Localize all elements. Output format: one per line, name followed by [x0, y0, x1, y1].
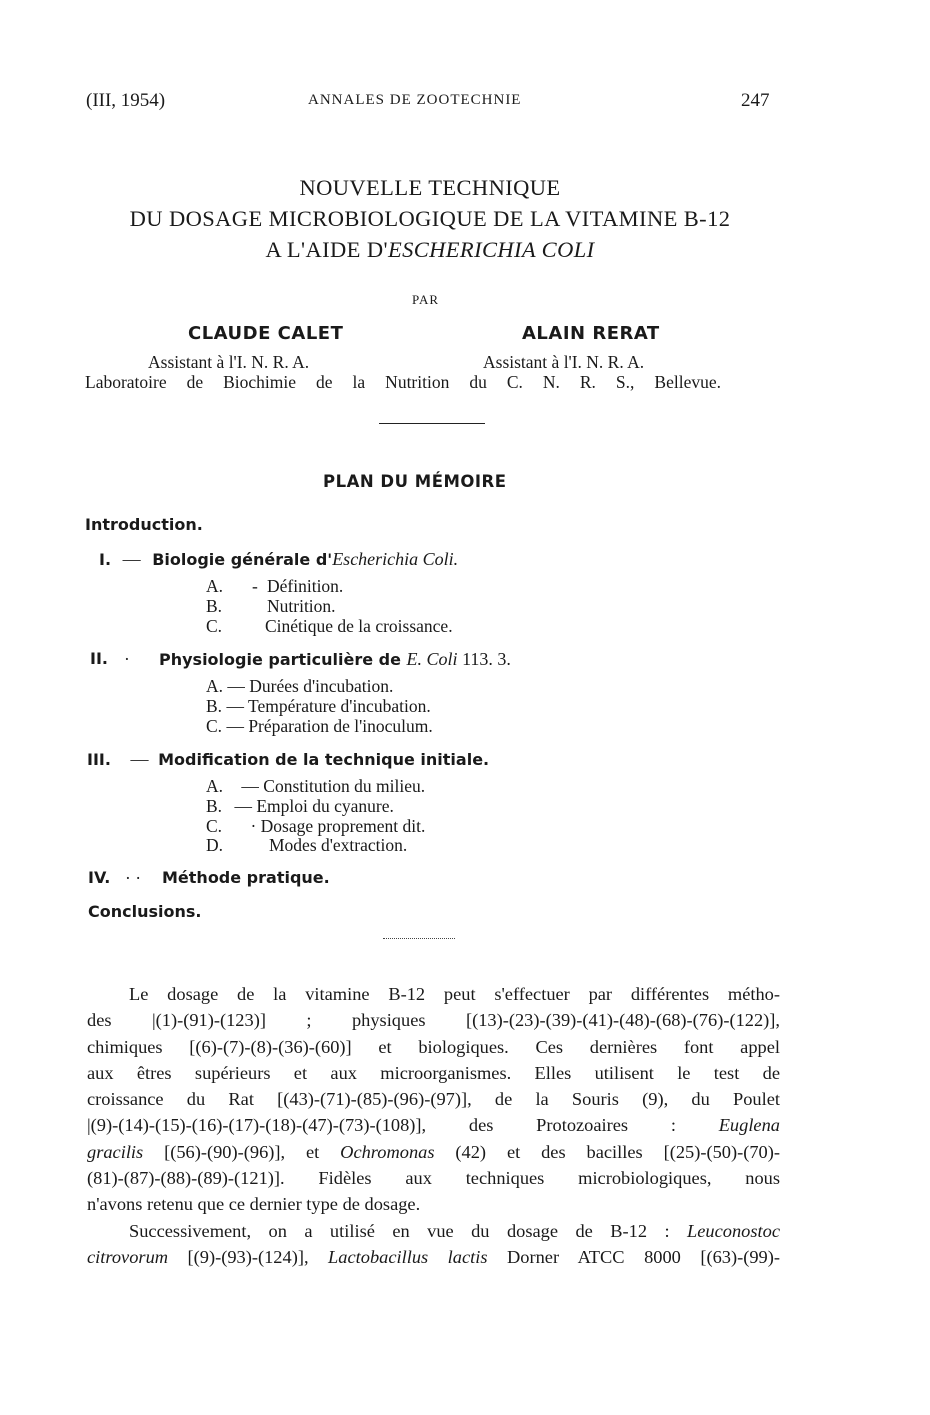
section-1-item-c-text: Cinétique de la croissance.	[265, 616, 453, 636]
section-2-dash: ·	[124, 649, 130, 669]
title-line-3-italic: ESCHERICHIA COLI	[387, 237, 595, 262]
section-3-item-c	[206, 816, 425, 837]
section-3-item-a-letter: A.	[206, 776, 224, 796]
section-3-item-b	[206, 796, 394, 817]
section-2-item-b-text: Température d'incubation.	[248, 696, 431, 716]
p1-line-6	[87, 1112, 780, 1138]
p2-line-2	[87, 1244, 780, 1270]
p2-lactobacillus: Lactobacillus lactis	[328, 1247, 488, 1268]
affiliation: Laboratoire de Biochimie de la Nutrition du C. N. R. S., Bellevue.	[85, 372, 721, 392]
header-volume-year: (III, 1954)	[86, 90, 166, 111]
section-2-item-b-letter: B.	[206, 696, 223, 716]
p1-line-3: chimiques [(6)-(7)-(8)-(36)-(60)] et biologiques. Ces dernières font appel	[87, 1036, 780, 1057]
section-2-item-c-letter: C.	[206, 716, 223, 736]
section-3-item-b-text: Emploi du cyanure.	[256, 796, 394, 816]
p1-line-5: croissance du Rat [(43)-(71)-(85)-(96)-(97)], de la Souris (9), du Poulet	[87, 1089, 780, 1110]
p1-line-8: (81)-(87)-(88)-(89)-(121)]. Fidèles aux techniques microbiologiques, nous	[87, 1168, 780, 1189]
section-1-item-a-text: Définition.	[267, 576, 344, 596]
section-1-title: Biologie générale d'	[152, 550, 333, 569]
section-3-item-a	[206, 776, 425, 797]
section-1-numeral: I.	[99, 550, 112, 569]
p1-line-9: n'avons retenu que ce dernier type de dosage.	[87, 1194, 421, 1215]
section-2-title-italic: E. Coli	[406, 649, 458, 669]
title-line-1: NOUVELLE TECHNIQUE	[299, 175, 561, 200]
body-paragraph-2	[87, 1218, 780, 1271]
section-2-item-c-dash: —	[226, 716, 244, 736]
plan-section-2	[90, 649, 108, 668]
p2-line-2-b: Dorner ATCC 8000 [(63)-(99)-	[487, 1247, 780, 1268]
p1-line-4: aux êtres supérieurs et aux microorganismes. Elles utilisent le test de	[87, 1062, 780, 1083]
section-3-item-b-letter: B.	[206, 796, 223, 816]
by-label: PAR	[412, 292, 440, 307]
section-1-item-b-letter: B.	[206, 596, 223, 616]
author-role-2: Assistant à l'I. N. R. A.	[483, 352, 645, 372]
p2-line-1-text: Successivement, on a utilisé en vue du dosage de B-12 :	[129, 1221, 670, 1241]
section-1-item-b-text: Nutrition.	[267, 596, 336, 616]
section-1-title-italic: Escherichia Coli.	[332, 549, 459, 569]
header-journal-name: ANNALES DE ZOOTECHNIE	[308, 92, 522, 108]
author-name-2: ALAIN RERAT	[522, 323, 660, 344]
p1-line-7	[87, 1139, 780, 1165]
p2-line-2-a: [(9)-(93)-(124)],	[168, 1247, 329, 1268]
section-1-item-a-dash: -	[252, 576, 258, 596]
plan-conclusions: Conclusions.	[88, 902, 202, 921]
section-2-item-a-dash: —	[227, 676, 245, 696]
section-4-dash: · ·	[125, 868, 142, 888]
section-3-item-a-text: Constitution du milieu.	[263, 776, 426, 796]
plan-section-1	[99, 549, 458, 570]
p1-line-7-a: [(56)-(90)-(96)], et	[143, 1141, 341, 1162]
p1-line-2: des |(1)-(91)-(123)] ; physiques [(13)-(23)-(39)-(41)-(48)-(68)-(76)-(122)],	[87, 1010, 780, 1031]
section-2-title: Physiologie particulière de	[159, 650, 407, 669]
plan-section-3	[87, 749, 489, 770]
section-1-dash: —	[122, 549, 141, 569]
section-3-item-d-text: Modes d'extraction.	[269, 835, 408, 855]
section-1-item-a-letter: A.	[206, 576, 224, 596]
p2-leuconostoc: Leuconostoc	[687, 1221, 780, 1241]
plan-introduction: Introduction.	[85, 515, 203, 534]
author-role-1: Assistant à l'I. N. R. A.	[148, 352, 310, 372]
title-line-3-prefix: A L'AIDE D'	[265, 237, 388, 262]
section-2-item-b	[206, 696, 431, 717]
section-2-item-b-dash: —	[226, 696, 244, 716]
section-2-item-c	[206, 716, 433, 737]
plan-heading: PLAN DU MÉMOIRE	[323, 472, 507, 491]
section-3-numeral: III.	[87, 750, 111, 769]
title-line-2: DU DOSAGE MICROBIOLOGIQUE DE LA VITAMINE B-12	[129, 206, 731, 231]
section-3-dash: —	[130, 749, 149, 769]
separator-rule-1	[379, 423, 485, 424]
header-page-number: 247	[741, 90, 770, 111]
section-4-numeral: IV.	[88, 868, 111, 887]
section-2-numeral: II.	[90, 649, 108, 668]
p1-ochromonas: Ochromonas	[340, 1141, 435, 1162]
section-3-item-c-letter: C.	[206, 816, 223, 836]
section-2-title-wrap	[159, 649, 511, 670]
section-3-item-a-dash: —	[241, 776, 259, 796]
section-2-item-c-text: Préparation de l'inoculum.	[248, 716, 433, 736]
title-line-3	[0, 237, 860, 263]
separator-rule-2	[383, 938, 455, 939]
p1-line-1: Le dosage de la vitamine B-12 peut s'effectuer par différentes métho-	[129, 984, 780, 1004]
section-2-item-a-letter: A.	[206, 676, 224, 696]
p1-line-7-b: (42) et des bacilles [(25)-(50)-(70)-	[434, 1141, 780, 1162]
section-3-item-c-dash: ·	[250, 816, 257, 836]
section-1-item-c-letter: C.	[206, 616, 223, 636]
p2-citrovorum: citrovorum	[87, 1247, 169, 1268]
section-2-item-a-text: Durées d'incubation.	[249, 676, 394, 696]
author-name-1: CLAUDE CALET	[188, 323, 344, 344]
p2-line-1	[87, 1218, 780, 1244]
section-3-item-b-dash: —	[234, 796, 252, 816]
section-2-title-suffix: 113. 3.	[457, 649, 511, 669]
p1-euglena: Euglena	[718, 1115, 780, 1136]
body-paragraph-1	[87, 981, 780, 1218]
section-3-item-d-letter: D.	[206, 835, 224, 855]
p1-line-6-text: |(9)-(14)-(15)-(16)-(17)-(18)-(47)-(73)-(108)], des Protozoaires :	[87, 1115, 676, 1136]
p1-gracilis: gracilis	[87, 1141, 144, 1162]
section-4-title: Méthode pratique.	[162, 868, 330, 887]
section-2-item-a	[206, 676, 393, 697]
section-3-title: Modification de la technique initiale.	[158, 750, 490, 769]
section-3-item-c-text: Dosage proprement dit.	[260, 816, 426, 836]
